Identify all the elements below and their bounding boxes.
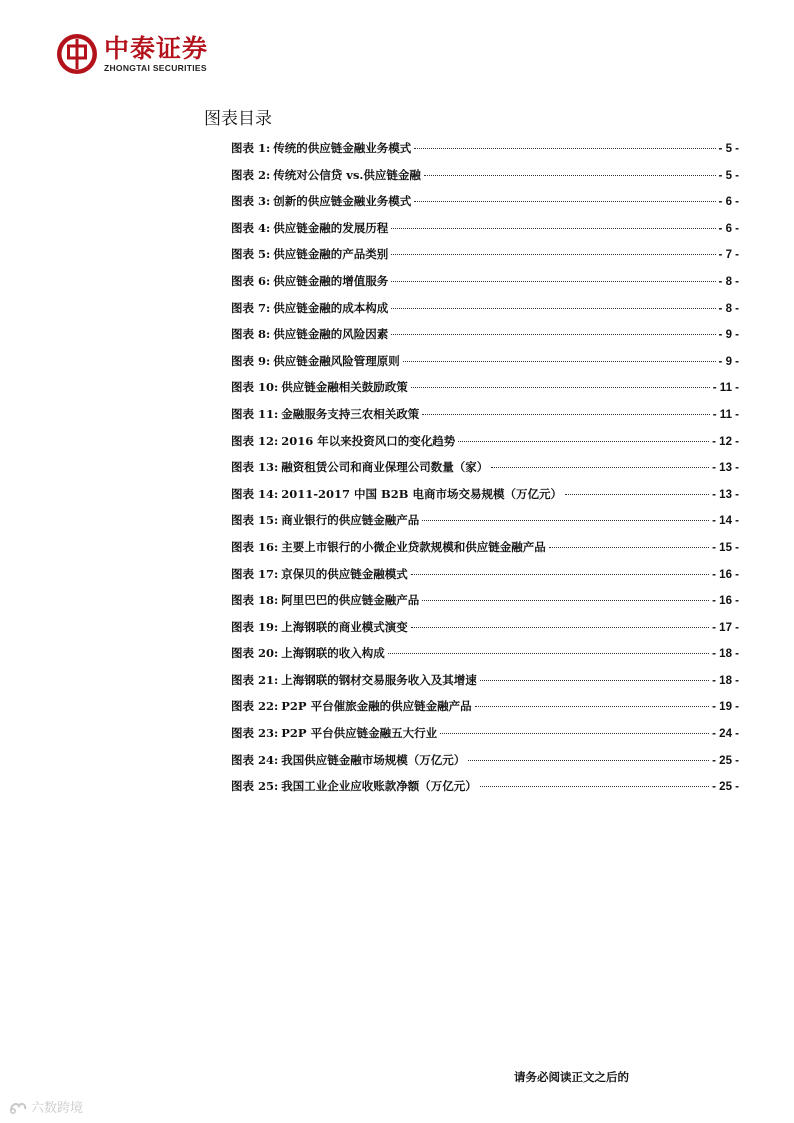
toc-entry-label: 图表 14: — [231, 486, 279, 501]
toc-entry-title: 2011-2017 中国 B2B 电商市场交易规模（万亿元） — [281, 486, 563, 501]
toc-dot-leader — [414, 201, 715, 202]
toc-entry-label: 图表 18: — [231, 593, 279, 608]
toc-entry-title: 传统的供应链金融业务模式 — [273, 141, 412, 155]
toc-entry[interactable] — [231, 167, 739, 194]
toc-title: 图表目录 — [204, 109, 272, 129]
toc-entry-title: 我国供应链金融市场规模（万亿元） — [281, 752, 466, 767]
toc-entry[interactable] — [231, 619, 739, 646]
toc-page-number: - 11 - — [712, 408, 739, 421]
toc-entry-label: 图表 5: — [231, 247, 271, 262]
toc-page-number: - 15 - — [712, 541, 739, 554]
toc-entry[interactable] — [231, 539, 739, 566]
toc-entry[interactable] — [231, 273, 739, 300]
toc-entry-title: 我国工业企业应收账款净额（万亿元） — [281, 779, 477, 794]
toc-page-number: - 25 - — [712, 781, 739, 794]
toc-dot-leader — [403, 361, 716, 362]
watermark — [8, 1097, 83, 1116]
toc-entry-title: 供应链金融的风险因素 — [273, 327, 389, 342]
toc-dot-leader — [468, 760, 709, 761]
toc-page-number: - 8 - — [718, 302, 739, 315]
toc-entry-title: 供应链金融的增值服务 — [273, 273, 389, 288]
toc-entry[interactable] — [231, 752, 739, 779]
toc-entry-label: 图表 12: — [231, 433, 279, 448]
toc-entry[interactable] — [231, 140, 739, 167]
toc-entry-title: 阿里巴巴的供应链金融产品 — [281, 593, 420, 608]
toc-entry-title: 金融服务支持三农相关政策 — [281, 406, 420, 421]
toc-page-number: - 5 - — [718, 143, 739, 155]
toc-entry[interactable] — [231, 326, 739, 353]
toc-entry-title: 创新的供应链金融业务模式 — [273, 194, 412, 209]
toc-page-number: - 6 - — [718, 196, 739, 209]
toc-entry-label: 图表 11: — [231, 406, 279, 421]
toc-entry-label: 图表 15: — [231, 513, 279, 528]
toc-dot-leader — [422, 600, 709, 601]
toc-entry[interactable] — [231, 406, 739, 433]
brand-name-en: ZHONGTAI SECURITIES — [104, 62, 207, 73]
toc-entry-title: 供应链金融相关鼓励政策 — [281, 380, 408, 395]
toc-page-number: - 5 - — [718, 169, 739, 182]
toc-dot-leader — [458, 441, 709, 442]
toc-page-number: - 17 - — [712, 621, 739, 634]
toc-page-number: - 16 - — [712, 568, 739, 581]
toc-entry[interactable] — [231, 246, 739, 273]
toc-dot-leader — [391, 254, 715, 255]
toc-dot-leader — [549, 547, 709, 548]
toc-entry[interactable] — [231, 433, 739, 460]
toc-dot-leader — [391, 281, 715, 282]
toc-dot-leader — [414, 148, 715, 149]
toc-entry-label: 图表 4: — [231, 220, 271, 235]
toc-entry-title: 供应链金融的产品类别 — [273, 247, 389, 262]
toc-entry[interactable] — [231, 725, 739, 752]
toc-dot-leader — [391, 308, 715, 309]
toc-page-number: - 18 - — [712, 648, 739, 661]
toc-entry-title: 供应链金融的发展历程 — [273, 220, 389, 235]
toc-dot-leader — [491, 467, 709, 468]
toc-entry-label: 图表 1: — [231, 141, 271, 155]
watermark-text: 六数跨境 — [31, 1101, 84, 1116]
toc-page-number: - 19 - — [712, 701, 739, 714]
toc-entry[interactable] — [231, 672, 739, 699]
toc-entry-label: 图表 16: — [231, 539, 279, 554]
toc-entry-title: 上海钢联的钢材交易服务收入及其增速 — [281, 672, 477, 687]
toc-page-number: - 6 - — [718, 222, 739, 235]
toc-entry[interactable] — [231, 566, 739, 593]
zhongtai-logo-icon — [56, 33, 98, 75]
toc-entry[interactable] — [231, 193, 739, 220]
toc-page-number: - 11 - — [712, 382, 739, 395]
toc-page-number: - 9 - — [718, 329, 739, 342]
toc-dot-leader — [422, 520, 709, 521]
toc-entry-label: 图表 23: — [231, 726, 279, 741]
toc-entry[interactable] — [231, 220, 739, 247]
toc-entry-title: P2P 平台供应链金融五大行业 — [281, 726, 438, 741]
toc-entry-label: 图表 13: — [231, 460, 279, 475]
toc-entry-title: 供应链金融风险管理原则 — [273, 353, 400, 368]
toc-entry-label: 图表 8: — [231, 327, 271, 342]
toc-dot-leader — [480, 680, 709, 681]
toc-entry-title: 京保贝的供应链金融模式 — [281, 566, 408, 581]
toc-entry-title: 主要上市银行的小微企业贷款规模和供应链金融产品 — [281, 539, 546, 554]
toc-entry-label: 图表 22: — [231, 699, 279, 714]
footer-disclaimer-note: 请务必阅读正文之后的 — [514, 1070, 629, 1084]
toc-entry-label: 图表 19: — [231, 619, 279, 634]
toc-entry-label: 图表 7: — [231, 300, 271, 315]
toc-entry[interactable] — [231, 698, 739, 725]
toc-list — [231, 140, 739, 805]
toc-dot-leader — [388, 653, 709, 654]
toc-dot-leader — [480, 786, 709, 787]
toc-dot-leader — [411, 574, 709, 575]
brand-name-cn: 中泰证券 — [104, 33, 209, 63]
toc-dot-leader — [475, 706, 710, 707]
toc-page-number: - 18 - — [712, 674, 739, 687]
toc-entry-label: 图表 3: — [231, 194, 271, 209]
toc-entry[interactable] — [231, 486, 739, 513]
toc-dot-leader — [440, 733, 709, 734]
toc-dot-leader — [422, 414, 710, 415]
toc-entry-title: 上海钢联的商业模式演变 — [281, 619, 408, 634]
toc-entry-label: 图表 2: — [231, 167, 271, 182]
toc-page-number: - 8 - — [718, 275, 739, 288]
toc-page-number: - 24 - — [712, 728, 739, 741]
toc-dot-leader — [411, 387, 710, 388]
toc-page-number: - 14 - — [712, 515, 739, 528]
toc-entry[interactable] — [231, 592, 739, 619]
toc-dot-leader — [411, 627, 709, 628]
toc-page-number: - 9 - — [718, 355, 739, 368]
toc-dot-leader — [424, 175, 716, 176]
toc-page-number: - 13 - — [712, 488, 739, 501]
toc-entry[interactable] — [231, 353, 739, 380]
toc-entry-title: P2P 平台催旅金融的供应链金融产品 — [281, 699, 472, 714]
toc-entry-label: 图表 9: — [231, 353, 271, 368]
toc-entry-title: 传统对公信贷 vs.供应链金融 — [273, 167, 421, 182]
toc-dot-leader — [391, 334, 715, 335]
toc-page-number: - 7 - — [718, 249, 739, 262]
toc-page-number: - 13 - — [712, 462, 739, 475]
toc-entry-title: 商业银行的供应链金融产品 — [281, 513, 420, 528]
toc-entry[interactable] — [231, 778, 739, 805]
toc-page-number: - 25 - — [712, 754, 739, 767]
toc-entry-label: 图表 24: — [231, 752, 279, 767]
toc-entry-label: 图表 21: — [231, 672, 279, 687]
toc-entry-label: 图表 6: — [231, 273, 271, 288]
toc-page-number: - 12 - — [712, 435, 739, 448]
toc-dot-leader — [391, 228, 715, 229]
brand-logo — [56, 33, 208, 75]
toc-entry[interactable] — [231, 379, 739, 406]
toc-entry-label: 图表 17: — [231, 566, 279, 581]
toc-entry-label: 图表 10: — [231, 380, 279, 395]
toc-page-number: - 16 - — [712, 595, 739, 608]
toc-entry-label: 图表 20: — [231, 646, 279, 661]
watermark-logo-icon — [8, 1099, 28, 1115]
toc-entry-title: 供应链金融的成本构成 — [273, 300, 389, 315]
toc-entry[interactable] — [231, 300, 739, 327]
toc-entry-title: 2016 年以来投资风口的变化趋势 — [281, 433, 456, 448]
toc-entry[interactable] — [231, 645, 739, 672]
toc-entry-label: 图表 25: — [231, 779, 279, 794]
toc-dot-leader — [565, 494, 709, 495]
toc-entry-title: 融资租赁公司和商业保理公司数量（家） — [281, 460, 489, 475]
toc-entry-title: 上海钢联的收入构成 — [281, 646, 385, 661]
toc-entry[interactable] — [231, 512, 739, 539]
toc-entry[interactable] — [231, 459, 739, 486]
